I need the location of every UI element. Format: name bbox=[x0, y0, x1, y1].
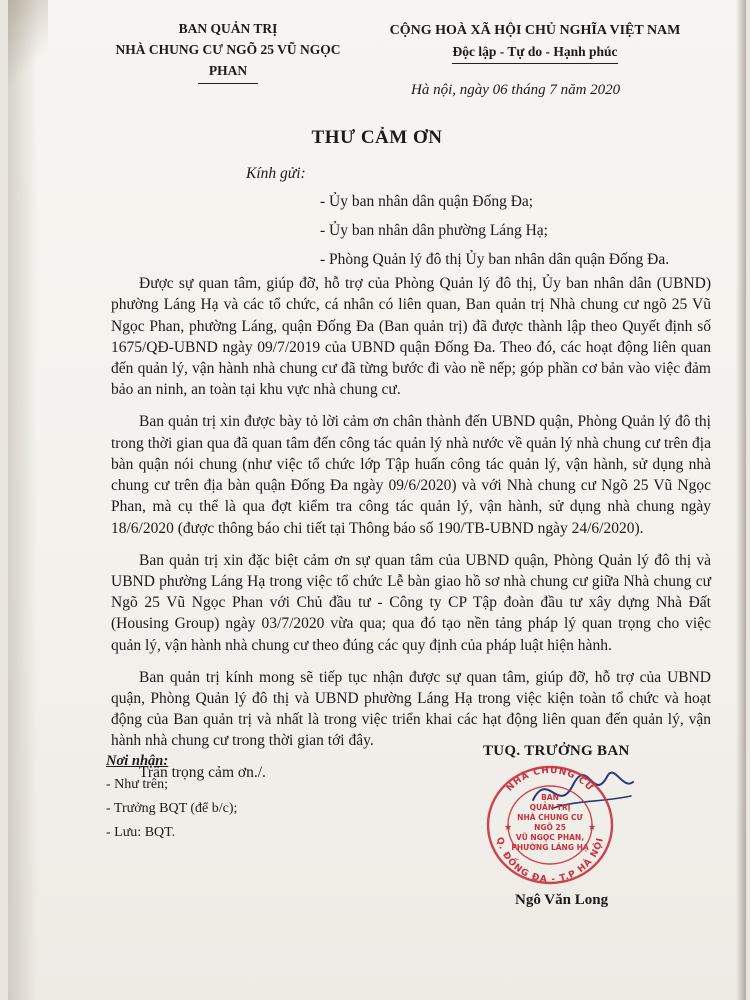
svg-text:VŨ NGỌC PHAN,: VŨ NGỌC PHAN, bbox=[515, 833, 585, 842]
country-title: CỘNG HOÀ XÃ HỘI CHỦ NGHĨA VIỆT NAM bbox=[389, 23, 681, 38]
svg-text:NHÀ CHUNG CƯ: NHÀ CHUNG CƯ bbox=[517, 813, 583, 822]
recipient-item: - Ủy ban nhân dân phường Láng Hạ; bbox=[320, 222, 548, 239]
page-shadow bbox=[8, 0, 38, 1000]
distribution-title: Nơi nhận: bbox=[106, 753, 169, 769]
signature-title: TUQ. TRƯỞNG BAN bbox=[483, 743, 630, 759]
national-motto: Độc lập - Tự do - Hạnh phúc bbox=[452, 41, 617, 64]
svg-text:PHƯỜNG LÁNG HẠ: PHƯỜNG LÁNG HẠ bbox=[511, 843, 589, 852]
recipient-item: - Phòng Quản lý đô thị Ủy ban nhân dân quận Đống Đa. bbox=[320, 251, 670, 268]
svg-text:BAN: BAN bbox=[541, 793, 559, 802]
svg-text:★: ★ bbox=[588, 823, 597, 833]
body-paragraph: Được sự quan tâm, giúp đỡ, hỗ trợ của Phòng Quản lý đô thị, Ủy ban nhân dân (UBND) phường Láng Hạ và các tổ chức, cá nhân có liên quan, Ban quản trị Nhà chung cư ngõ 25 Vũ Ngọc Phan, phường Láng, quận Đống Đa (Ban quản trị) đã được thành lập theo Quyết định số 1675/QĐ-UBND ngày 09/7/2019 của UBND quận Đống Đa. Theo đó, các hoạt động liên quan đến quản lý, vận hành nhà chung cư đã từng bước đi vào nề nếp; góp phần cơ bản vào việc đảm bảo an ninh, an toàn tại khu vực nhà chung cư. bbox=[111, 275, 711, 399]
official-seal-stamp bbox=[480, 760, 620, 890]
document-page bbox=[8, 0, 746, 1000]
signer-name: Ngô Văn Long bbox=[515, 892, 609, 908]
distribution-item: - Lưu: BQT. bbox=[106, 825, 176, 840]
body-paragraph: Ban quản trị xin được bày tỏ lời cảm ơn chân thành đến UBND quận, Phòng Quản lý đô thị trong thời gian qua đã quan tâm đến công tác quản lý nhà nước về quản lý nhà chung cư trên địa bàn quận nói chung (như việc tổ chức lớp Tập huấn công tác quản lý, vận hành, sử dụng nhà chung cư trên địa bàn quận Đống Đa ngày 09/6/2020) và với Nhà chung cư Ngõ 25 Vũ Ngọc Phan, mà cụ thể là qua đợt kiểm tra công tác quản lý, vận hành, sử dụng nhà chung ngày 18/6/2020 (được thông báo chi tiết tại Thông báo số 190/TB-UBND ngày 24/6/2020). bbox=[111, 413, 711, 537]
issuer-line-2: NHÀ CHUNG CƯ NGÕ 25 VŨ NGỌC PHAN bbox=[115, 42, 341, 78]
distribution-item: - Trưởng BQT (để b/c); bbox=[106, 801, 238, 816]
svg-text:QUẢN TRỊ: QUẢN TRỊ bbox=[529, 803, 571, 812]
recipient-item: - Ủy ban nhân dân quận Đống Đa; bbox=[320, 193, 534, 210]
document-title: THƯ CẢM ƠN bbox=[311, 127, 443, 148]
recipient-list bbox=[320, 187, 669, 274]
issuer-header bbox=[98, 18, 358, 84]
svg-text:NGÕ 25: NGÕ 25 bbox=[534, 823, 566, 832]
distribution-list bbox=[106, 749, 237, 845]
national-header bbox=[370, 20, 700, 64]
svg-text:Q. ĐỐNG ĐA - T.P HÀ NỘI: Q. ĐỐNG ĐA - T.P HÀ NỘI bbox=[493, 836, 607, 886]
body-paragraph: Ban quản trị xin đặc biệt cảm ơn sự quan tâm của UBND quận, Phòng Quản lý đô thị và UBND phường Láng Hạ trong việc tổ chức Lễ bàn giao hồ sơ nhà chung cư giữa Nhà chung cư Ngõ 25 Vũ Ngọc Phan với Chủ đầu tư - Công ty CP Tập đoàn đầu tư xây dựng Nhà Đất (Housing Group) ngày 03/7/2020 vừa qua; qua đó tạo nền tảng pháp lý quan trọng cho việc quản lý, vận hành nhà chung cư theo đúng các quy định của pháp luật hiện hành. bbox=[111, 551, 711, 654]
document-date: Hà nội, ngày 06 tháng 7 năm 2020 bbox=[411, 82, 621, 98]
svg-text:★: ★ bbox=[504, 823, 513, 833]
body-paragraph: Ban quản trị kính mong sẽ tiếp tục nhận được sự quan tâm, giúp đỡ, hỗ trợ của UBND quận, Phòng Quản lý đô thị và UBND phường Láng Hạ trong việc kiện toàn tổ chức và hoạt động của Ban quản trị và nhất là trong việc triển khai các hạt động liên quan đến quản lý, vận hành nhà chung cư trong thời gian tới đây. bbox=[111, 668, 711, 750]
svg-text:NHÀ CHUNG CƯ: NHÀ CHUNG CƯ bbox=[504, 765, 596, 794]
distribution-item: - Như trên; bbox=[106, 777, 169, 792]
letter-body bbox=[111, 273, 711, 794]
header-rule bbox=[198, 83, 258, 84]
issuer-line-1: BAN QUẢN TRỊ bbox=[178, 21, 278, 36]
closing-line: Trân trọng cảm ơn./. bbox=[139, 764, 266, 782]
greeting: Kính gửi: bbox=[246, 165, 306, 182]
page-edge-shadow bbox=[736, 0, 746, 1000]
